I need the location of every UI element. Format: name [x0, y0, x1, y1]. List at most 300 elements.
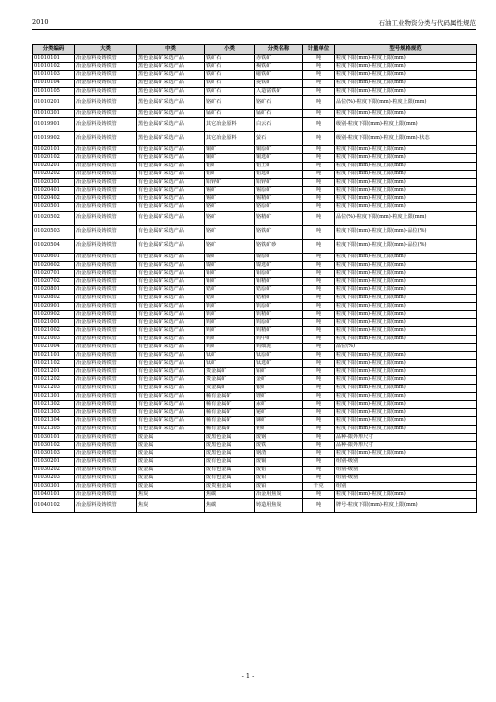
col-header-name: 分类名称	[255, 45, 303, 55]
cell-minor: 锆矿	[205, 294, 255, 302]
cell-code: 01021203	[33, 384, 75, 392]
cell-spec: 粒度下限(mm)-粒度上限(mm)	[335, 319, 477, 327]
cell-code: 01020602	[33, 261, 75, 269]
table-row	[33, 384, 477, 392]
cell-minor: 铁矿石	[205, 71, 255, 79]
table-row	[33, 253, 477, 261]
cell-code: 01010102	[33, 63, 75, 71]
cell-major: 冶金原料及铸铁管	[75, 499, 137, 513]
cell-major: 冶金原料及铸铁管	[75, 109, 137, 117]
cell-spec: 粒度下限(mm)-粒度上限(mm)	[335, 162, 477, 170]
cell-minor: 钨矿	[205, 327, 255, 335]
cell-code: 01020101	[33, 146, 75, 154]
cell-medium: 有色金属矿采选产品	[137, 146, 205, 154]
cell-major: 冶金原料及铸铁管	[75, 335, 137, 343]
table-row	[33, 146, 477, 154]
cell-medium: 有色金属矿采选产品	[137, 368, 205, 376]
cell-spec: 粒度下限(mm)-粒度上限(mm)	[335, 63, 477, 71]
table-body	[33, 55, 477, 513]
table-row	[33, 450, 477, 458]
cell-major: 冶金原料及铸铁管	[75, 319, 137, 327]
cell-name: 锰矿石	[255, 109, 303, 117]
cell-code: 01030203	[33, 474, 75, 482]
cell-name: 铂矿	[255, 368, 303, 376]
cell-major: 冶金原料及铸铁管	[75, 195, 137, 203]
cell-code: 01021004	[33, 343, 75, 351]
cell-minor: 钛矿	[205, 351, 255, 359]
cell-name: 废铜	[255, 458, 303, 466]
cell-name: 锡精矿	[255, 195, 303, 203]
cell-name: 钒精矿	[255, 310, 303, 318]
cell-spec: 粒度下限(mm)-粒度上限(mm)	[335, 146, 477, 154]
cell-minor: 其它冶金原料	[205, 118, 255, 132]
cell-name: 汞矿	[255, 401, 303, 409]
table-row	[33, 335, 477, 343]
cell-major: 冶金原料及铸铁管	[75, 71, 137, 79]
cell-minor: 钒矿	[205, 310, 255, 318]
table-row	[33, 261, 477, 269]
cell-code: 01010104	[33, 79, 75, 87]
cell-medium: 有色金属矿采选产品	[137, 278, 205, 286]
cell-unit: 吨	[303, 392, 335, 400]
cell-minor: 钛矿	[205, 360, 255, 368]
cell-name: 锑矿	[255, 417, 303, 425]
cell-major: 冶金原料及铸铁管	[75, 376, 137, 384]
cell-name: 废铁	[255, 441, 303, 449]
cell-spec: 组别-级别	[335, 474, 477, 482]
cell-spec: 粒度下限(mm)-粒度上限(mm)	[335, 261, 477, 269]
cell-medium: 黑色金属矿采选产品	[137, 118, 205, 132]
cell-major: 冶金原料及铸铁管	[75, 95, 137, 109]
cell-major: 冶金原料及铸铁管	[75, 474, 137, 482]
cell-spec: 粒度下限(mm)-粒度上限(mm)	[335, 376, 477, 384]
cell-medium: 有色金属矿采选产品	[137, 392, 205, 400]
cell-name: 钼原矿	[255, 270, 303, 278]
cell-medium: 有色金属矿采选产品	[137, 319, 205, 327]
cell-minor: 铬矿	[205, 211, 255, 225]
cell-major: 冶金原料及铸铁管	[75, 79, 137, 87]
cell-unit: 吨	[303, 55, 335, 63]
table-row	[33, 351, 477, 359]
cell-unit: 吨	[303, 474, 335, 482]
cell-code: 01021002	[33, 327, 75, 335]
cell-name: 钢渣	[255, 450, 303, 458]
cell-minor: 废黑色金属	[205, 450, 255, 458]
cell-unit: 吨	[303, 286, 335, 294]
cell-medium: 黑色金属矿采选产品	[137, 55, 205, 63]
cell-unit: 吨	[303, 409, 335, 417]
cell-major: 冶金原料及铸铁管	[75, 239, 137, 253]
cell-name: 钨细泥	[255, 343, 303, 351]
cell-spec: 粒度下限(mm)-粒度上限(mm)	[335, 360, 477, 368]
cell-code: 01020701	[33, 270, 75, 278]
table-row	[33, 286, 477, 294]
header-title: 石油工业物资分类与代码属性规范	[378, 19, 476, 27]
cell-unit: 吨	[303, 491, 335, 499]
cell-name: 铬铁矿	[255, 225, 303, 239]
cell-unit: 吨	[303, 239, 335, 253]
cell-minor: 废黑色金属	[205, 433, 255, 441]
cell-name: 赤铁矿	[255, 55, 303, 63]
cell-spec: 粒度下限(mm)-粒度上限(mm)	[335, 87, 477, 95]
cell-minor: 锆矿	[205, 286, 255, 294]
cell-medium: 有色金属矿采选产品	[137, 335, 205, 343]
cell-spec: 粒度下限(mm)-粒度上限(mm)	[335, 384, 477, 392]
cell-name: 萤石	[255, 132, 303, 146]
cell-code: 01040101	[33, 491, 75, 499]
cell-medium: 黑色金属矿采选产品	[137, 132, 205, 146]
cell-name: 锆精矿	[255, 294, 303, 302]
cell-unit: 吨	[303, 376, 335, 384]
cell-name: 铜原矿	[255, 146, 303, 154]
cell-code: 01020502	[33, 211, 75, 225]
table-row	[33, 401, 477, 409]
table-row	[33, 310, 477, 318]
cell-name: 冶金用焦炭	[255, 491, 303, 499]
cell-minor: 稀有金属矿	[205, 409, 255, 417]
cell-name: 钒原矿	[255, 302, 303, 310]
cell-major: 冶金原料及铸铁管	[75, 302, 137, 310]
cell-medium: 有色金属矿采选产品	[137, 376, 205, 384]
cell-name: 银矿	[255, 384, 303, 392]
cell-unit: 吨	[303, 384, 335, 392]
cell-minor: 铁矿石	[205, 55, 255, 63]
cell-medium: 有色金属矿采选产品	[137, 401, 205, 409]
cell-name: 钨精矿	[255, 327, 303, 335]
table-row	[33, 118, 477, 132]
table-row	[33, 425, 477, 433]
cell-name: 锂矿	[255, 392, 303, 400]
cell-unit: 吨	[303, 253, 335, 261]
cell-code: 01020401	[33, 187, 75, 195]
cell-medium: 有色金属矿采选产品	[137, 211, 205, 225]
cell-code: 01021201	[33, 368, 75, 376]
cell-minor: 钒矿	[205, 302, 255, 310]
cell-minor: 锡矿	[205, 195, 255, 203]
cell-unit: 吨	[303, 146, 335, 154]
cell-code: 01030103	[33, 450, 75, 458]
cell-unit: 吨	[303, 195, 335, 203]
cell-major: 冶金原料及铸铁管	[75, 450, 137, 458]
cell-code: 01021303	[33, 409, 75, 417]
cell-spec: 牌号-粒度下限(mm)-粒度上限(mm)	[335, 499, 477, 513]
cell-minor: 稀有金属矿	[205, 392, 255, 400]
cell-medium: 有色金属矿采选产品	[137, 294, 205, 302]
cell-unit: 吨	[303, 71, 335, 79]
cell-unit: 千克	[303, 482, 335, 490]
cell-code: 01020902	[33, 310, 75, 318]
cell-name: 钛选矿	[255, 360, 303, 368]
cell-major: 冶金原料及铸铁管	[75, 178, 137, 186]
cell-spec: 粒度下限(mm)-粒度上限(mm)	[335, 270, 477, 278]
cell-major: 冶金原料及铸铁管	[75, 132, 137, 146]
cell-unit: 吨	[303, 87, 335, 95]
cell-minor: 钨矿	[205, 343, 255, 351]
table-row	[33, 360, 477, 368]
cell-unit: 吨	[303, 109, 335, 117]
cell-minor: 焦碳	[205, 499, 255, 513]
cell-code: 01020301	[33, 178, 75, 186]
table-row	[33, 368, 477, 376]
cell-unit: 吨	[303, 187, 335, 195]
cell-spec: 品位(%)	[335, 343, 477, 351]
cell-minor: 锰矿石	[205, 109, 255, 117]
cell-name: 铝选矿	[255, 170, 303, 178]
cell-medium: 有色金属矿采选产品	[137, 178, 205, 186]
cell-major: 冶金原料及铸铁管	[75, 433, 137, 441]
cell-major: 冶金原料及铸铁管	[75, 466, 137, 474]
cell-minor: 锡矿	[205, 187, 255, 195]
cell-unit: 吨	[303, 401, 335, 409]
cell-minor: 钼矿	[205, 278, 255, 286]
cell-medium: 废金属	[137, 450, 205, 458]
table-row	[33, 79, 477, 87]
cell-code: 01010101	[33, 55, 75, 63]
cell-code: 01021001	[33, 319, 75, 327]
cell-medium: 黑色金属矿采选产品	[137, 79, 205, 87]
cell-code: 01030301	[33, 482, 75, 490]
cell-name: 废铝	[255, 466, 303, 474]
cell-major: 冶金原料及铸铁管	[75, 154, 137, 162]
cell-code: 01010105	[33, 87, 75, 95]
cell-major: 冶金原料及铸铁管	[75, 327, 137, 335]
table-row	[33, 239, 477, 253]
table-row	[33, 95, 477, 109]
cell-code: 01020702	[33, 278, 75, 286]
cell-spec: 粒度下限(mm)-粒度上限(mm)	[335, 170, 477, 178]
cell-medium: 有色金属矿采选产品	[137, 154, 205, 162]
cell-minor: 铬矿石	[205, 95, 255, 109]
cell-major: 冶金原料及铸铁管	[75, 491, 137, 499]
cell-major: 冶金原料及铸铁管	[75, 118, 137, 132]
cell-spec: 粒度下限(mm)-粒度上限(mm)	[335, 409, 477, 417]
cell-major: 冶金原料及铸铁管	[75, 401, 137, 409]
cell-major: 冶金原料及铸铁管	[75, 170, 137, 178]
cell-medium: 有色金属矿采选产品	[137, 261, 205, 269]
cell-spec: 粒度下限(mm)-粒度上限(mm)-品位(%)	[335, 239, 477, 253]
cell-unit: 吨	[303, 343, 335, 351]
col-header-code: 分类编码	[33, 45, 75, 55]
cell-major: 冶金原料及铸铁管	[75, 360, 137, 368]
cell-medium: 黑色金属矿采选产品	[137, 109, 205, 117]
cell-major: 冶金原料及铸铁管	[75, 270, 137, 278]
cell-name: 镍选矿	[255, 261, 303, 269]
cell-major: 冶金原料及铸铁管	[75, 253, 137, 261]
cell-major: 冶金原料及铸铁管	[75, 441, 137, 449]
cell-code: 01019901	[33, 118, 75, 132]
table-row	[33, 270, 477, 278]
cell-minor: 铝矿	[205, 162, 255, 170]
cell-major: 冶金原料及铸铁管	[75, 482, 137, 490]
cell-name: 废铂	[255, 482, 303, 490]
cell-spec: 组别-级别	[335, 466, 477, 474]
cell-minor: 铝矿	[205, 170, 255, 178]
col-header-unit: 计量单位	[303, 45, 335, 55]
cell-minor: 铁矿石	[205, 79, 255, 87]
cell-major: 冶金原料及铸铁管	[75, 278, 137, 286]
cell-spec: 粒度下限(mm)-粒度上限(mm)	[335, 310, 477, 318]
cell-unit: 吨	[303, 302, 335, 310]
cell-major: 冶金原料及铸铁管	[75, 211, 137, 225]
cell-name: 褐铁矿	[255, 63, 303, 71]
cell-medium: 黑色金属矿采选产品	[137, 95, 205, 109]
cell-minor: 废有色金属	[205, 458, 255, 466]
table-row	[33, 409, 477, 417]
table-row	[33, 71, 477, 79]
cell-name: 铸造用焦炭	[255, 499, 303, 513]
cell-minor: 焦碳	[205, 491, 255, 499]
cell-name: 钨中矿	[255, 335, 303, 343]
header-rule	[32, 29, 476, 30]
cell-spec: 粒度下限(mm)-粒度上限(mm)	[335, 425, 477, 433]
cell-unit: 吨	[303, 170, 335, 178]
cell-major: 冶金原料及铸铁管	[75, 63, 137, 71]
cell-minor: 钨矿	[205, 319, 255, 327]
table-row	[33, 302, 477, 310]
cell-medium: 有色金属矿采选产品	[137, 360, 205, 368]
cell-minor: 稀有金属矿	[205, 401, 255, 409]
cell-minor: 稀有金属矿	[205, 417, 255, 425]
cell-medium: 有色金属矿采选产品	[137, 302, 205, 310]
cell-unit: 吨	[303, 154, 335, 162]
cell-major: 冶金原料及铸铁管	[75, 458, 137, 466]
cell-code: 01020504	[33, 239, 75, 253]
cell-name: 铅锌矿	[255, 178, 303, 186]
table-row	[33, 55, 477, 63]
cell-spec: 组别	[335, 482, 477, 490]
cell-name: 铬原矿	[255, 203, 303, 211]
cell-major: 冶金原料及铸铁管	[75, 146, 137, 154]
cell-major: 冶金原料及铸铁管	[75, 417, 137, 425]
cell-major: 冶金原料及铸铁管	[75, 187, 137, 195]
table-row	[33, 187, 477, 195]
cell-spec: 粒度下限(mm)-粒度上限(mm)	[335, 55, 477, 63]
cell-code: 01030202	[33, 466, 75, 474]
cell-name: 钽矿	[255, 425, 303, 433]
cell-medium: 有色金属矿采选产品	[137, 351, 205, 359]
cell-unit: 吨	[303, 132, 335, 146]
cell-minor: 铅锌矿	[205, 178, 255, 186]
cell-spec: 粒度下限(mm)-粒度上限(mm)	[335, 79, 477, 87]
cell-spec: 粒度下限(mm)-粒度上限(mm)	[335, 401, 477, 409]
cell-major: 冶金原料及铸铁管	[75, 203, 137, 211]
cell-code: 01030102	[33, 441, 75, 449]
cell-minor: 贵金属矿	[205, 376, 255, 384]
table-row	[33, 466, 477, 474]
cell-spec: 品种-限外形尺寸	[335, 433, 477, 441]
cell-major: 冶金原料及铸铁管	[75, 351, 137, 359]
cell-name: 铋矿	[255, 409, 303, 417]
cell-unit: 吨	[303, 458, 335, 466]
cell-major: 冶金原料及铸铁管	[75, 392, 137, 400]
cell-unit: 吨	[303, 335, 335, 343]
table-row	[33, 195, 477, 203]
cell-spec: 品种-限外形尺寸	[335, 441, 477, 449]
cell-code: 01020501	[33, 203, 75, 211]
cell-spec: 粒度下限(mm)-粒度上限(mm)	[335, 253, 477, 261]
table-row	[33, 376, 477, 384]
cell-code: 01021102	[33, 360, 75, 368]
cell-spec: 级别-粒度下限(mm)-粒度上限(mm)	[335, 118, 477, 132]
cell-spec: 品位(%)-粒度下限(mm)-粒度上限(mm)	[335, 95, 477, 109]
cell-medium: 有色金属矿采选产品	[137, 239, 205, 253]
cell-unit: 吨	[303, 417, 335, 425]
cell-major: 冶金原料及铸铁管	[75, 384, 137, 392]
table-row	[33, 154, 477, 162]
table-header-row	[33, 45, 477, 55]
cell-medium: 废金属	[137, 466, 205, 474]
cell-minor: 铬矿	[205, 225, 255, 239]
cell-medium: 有色金属矿采选产品	[137, 187, 205, 195]
cell-code: 01010201	[33, 95, 75, 109]
cell-medium: 废金属	[137, 482, 205, 490]
table-row	[33, 278, 477, 286]
cell-minor: 铜矿	[205, 154, 255, 162]
cell-minor: 镍矿	[205, 261, 255, 269]
cell-minor: 稀有金属矿	[205, 425, 255, 433]
table-row	[33, 87, 477, 95]
col-header-major: 大类	[75, 45, 137, 55]
cell-medium: 有色金属矿采选产品	[137, 195, 205, 203]
cell-code: 01030201	[33, 458, 75, 466]
cell-unit: 吨	[303, 118, 335, 132]
cell-spec: 粒度下限(mm)-粒度上限(mm)	[335, 286, 477, 294]
cell-medium: 有色金属矿采选产品	[137, 170, 205, 178]
table-row	[33, 474, 477, 482]
cell-unit: 吨	[303, 95, 335, 109]
cell-minor: 铁矿石	[205, 63, 255, 71]
cell-medium: 有色金属矿采选产品	[137, 162, 205, 170]
cell-spec: 粒度下限(mm)-粒度上限(mm)	[335, 203, 477, 211]
cell-major: 冶金原料及铸铁管	[75, 286, 137, 294]
cell-unit: 吨	[303, 441, 335, 449]
cell-medium: 有色金属矿采选产品	[137, 327, 205, 335]
cell-code: 01019902	[33, 132, 75, 146]
cell-code: 01021202	[33, 376, 75, 384]
cell-medium: 有色金属矿采选产品	[137, 409, 205, 417]
cell-spec: 粒度下限(mm)-粒度上限(mm)	[335, 302, 477, 310]
cell-unit: 吨	[303, 368, 335, 376]
cell-medium: 废金属	[137, 458, 205, 466]
cell-code: 01010301	[33, 109, 75, 117]
cell-major: 冶金原料及铸铁管	[75, 261, 137, 269]
table-row	[33, 482, 477, 490]
cell-medium: 有色金属矿采选产品	[137, 417, 205, 425]
cell-spec: 粒度下限(mm)-粒度上限(mm)	[335, 335, 477, 343]
cell-unit: 吨	[303, 433, 335, 441]
table-row	[33, 225, 477, 239]
col-header-minor: 小类	[205, 45, 255, 55]
cell-unit: 吨	[303, 63, 335, 71]
cell-unit: 吨	[303, 360, 335, 368]
cell-major: 冶金原料及铸铁管	[75, 225, 137, 239]
col-header-medium: 中类	[137, 45, 205, 55]
table-row	[33, 433, 477, 441]
cell-code: 01040102	[33, 499, 75, 513]
cell-medium: 黑色金属矿采选产品	[137, 63, 205, 71]
cell-spec: 粒度下限(mm)-粒度上限(mm)	[335, 417, 477, 425]
cell-spec: 粒度下限(mm)-粒度上限(mm)	[335, 368, 477, 376]
cell-code: 01021003	[33, 335, 75, 343]
cell-medium: 焦炭	[137, 499, 205, 513]
table-row	[33, 109, 477, 117]
cell-major: 冶金原料及铸铁管	[75, 87, 137, 95]
cell-medium: 废金属	[137, 433, 205, 441]
cell-medium: 有色金属矿采选产品	[137, 203, 205, 211]
cell-spec: 粒度下限(mm)-粒度上限(mm)-品位(%)	[335, 225, 477, 239]
table-row	[33, 162, 477, 170]
cell-name: 白云石	[255, 118, 303, 132]
